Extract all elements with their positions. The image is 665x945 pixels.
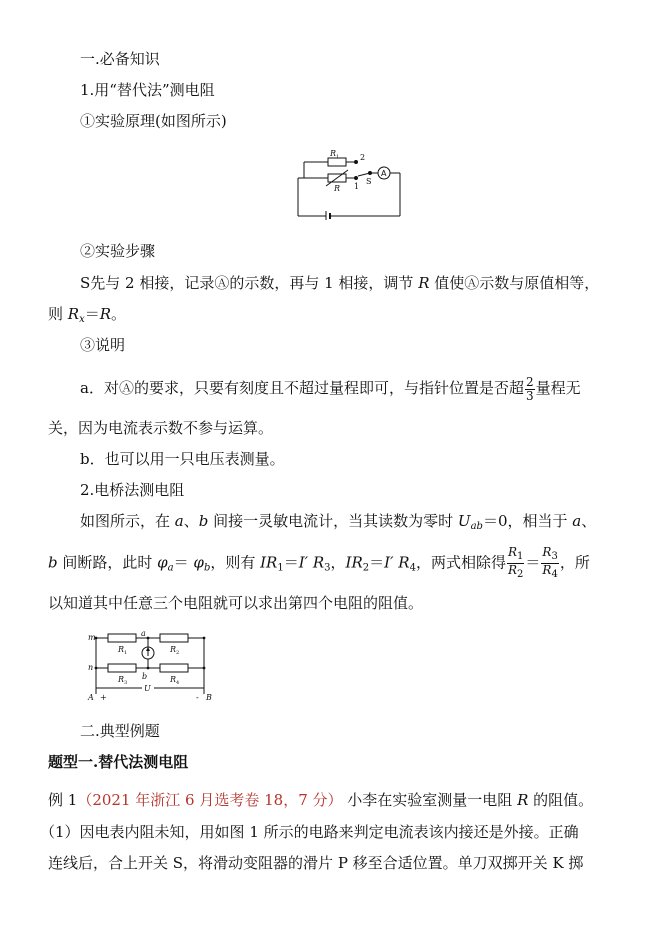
fig2-A-label: A: [88, 693, 94, 702]
fig1-r1-sub: 1: [336, 154, 340, 160]
fig1-terminal-2-label: 2: [360, 153, 366, 162]
fig2-b-label: b: [142, 672, 148, 681]
steps-heading: ②实验步骤: [80, 242, 156, 260]
fig2-B-label: B: [206, 693, 212, 702]
explain-item-b: b．也可以用一只电压表测量。: [80, 450, 285, 468]
fraction-two-thirds: $\frac{2}{3}$: [525, 374, 534, 403]
fig1-r1-label: R: [330, 149, 337, 158]
section-title-knowledge: 一.必备知识: [80, 50, 160, 68]
fig2-r2-label: R: [170, 645, 177, 654]
fig2-r3-sub: 3: [124, 680, 128, 686]
subsection-title-substitution: 1.用“替代法”测电阻: [80, 81, 215, 99]
bridge-text-line2: b 间断路，此时 $\varphi_a= \varphi_b$，则有 $IR_1=I'$ $R_3$，$IR_2=I'$ $R_4$，两式相除得 $\frac{R_1}{R_2}$ ＝ $\frac{R_3}{R_4}$ ，所: [48, 545, 590, 580]
fig2-r2-sub: 2: [176, 650, 180, 656]
fig2-n-label: n: [88, 663, 94, 672]
fig2-r4-sub: 4: [176, 680, 180, 686]
fig2-r3-label: R: [118, 675, 125, 684]
section-title-examples: 二.典型例题: [80, 722, 160, 740]
fig2-r1-label: R: [118, 645, 125, 654]
fig2-r1-sub: 1: [124, 650, 128, 656]
fig2-a-label: a: [141, 629, 146, 638]
subsection-title-bridge: 2.电桥法测电阻: [80, 481, 185, 499]
bridge-circuit-diagram: [86, 628, 216, 702]
question-type-title: 题型一.替代法测电阻: [48, 753, 189, 771]
fig2-minus-label: -: [196, 693, 199, 702]
example-1-question-line1: （1）因电表内阻未知，用如图 1 所示的电路来判定电流表该内接还是外接。正确: [40, 823, 579, 841]
explain-item-a: a．对Ⓐ的要求，只要有刻度且不超过量程即可，与指针位置是否超 $\frac{2}{3}$ 量程无: [80, 374, 581, 403]
fig1-r-label: R: [334, 184, 341, 193]
steps-text: S先与 2 相接，记录Ⓐ的示数，再与 1 相接，调节 R 值使Ⓐ示数与原值相等，: [80, 274, 600, 292]
fig2-U-label: U: [144, 684, 151, 693]
fig1-terminal-1-label: 1: [354, 182, 360, 191]
fraction-r3-over-r4: $\frac{R_3}{R_4}$: [542, 545, 558, 580]
principle-heading: ①实验原理(如图所示): [80, 112, 227, 130]
fraction-r1-over-r2: $\frac{R_1}{R_2}$: [507, 545, 524, 580]
example-1-header: 例 1（2021 年浙江 6 月选考卷 18，7 分） 小李在实验室测量一电阻 R 的阻值。: [48, 791, 594, 809]
bridge-text-line3: 以知道其中任意三个电阻就可以求出第四个电阻的阻值。: [48, 594, 424, 612]
steps-conclusion: 则 $R_x=R$。: [48, 305, 127, 325]
explain-heading: ③说明: [80, 336, 126, 354]
fig2-plus-label: +: [100, 693, 107, 702]
example-1-source: （2021 年浙江 6 月选考卷 18，7 分）: [77, 791, 343, 809]
fig2-r4-label: R: [170, 675, 177, 684]
fig1-switch-label: S: [366, 177, 372, 186]
ammeter-icon: A: [381, 169, 387, 178]
explain-item-a-continued: 关，因为电流表示数不参与运算。: [48, 419, 274, 437]
example-1-question-line2: 连线后，合上开关 S，将滑动变阻器的滑片 P 移至合适位置。单刀双掷开关 K 掷: [48, 854, 584, 872]
bridge-text-line1: 如图所示，在 a、b 间接一灵敏电流计，当其读数为零时 $U_{ab}=0$，相当于 a、: [80, 512, 597, 532]
fig2-m-label: m: [88, 633, 96, 642]
substitution-circuit-diagram: [296, 148, 406, 220]
